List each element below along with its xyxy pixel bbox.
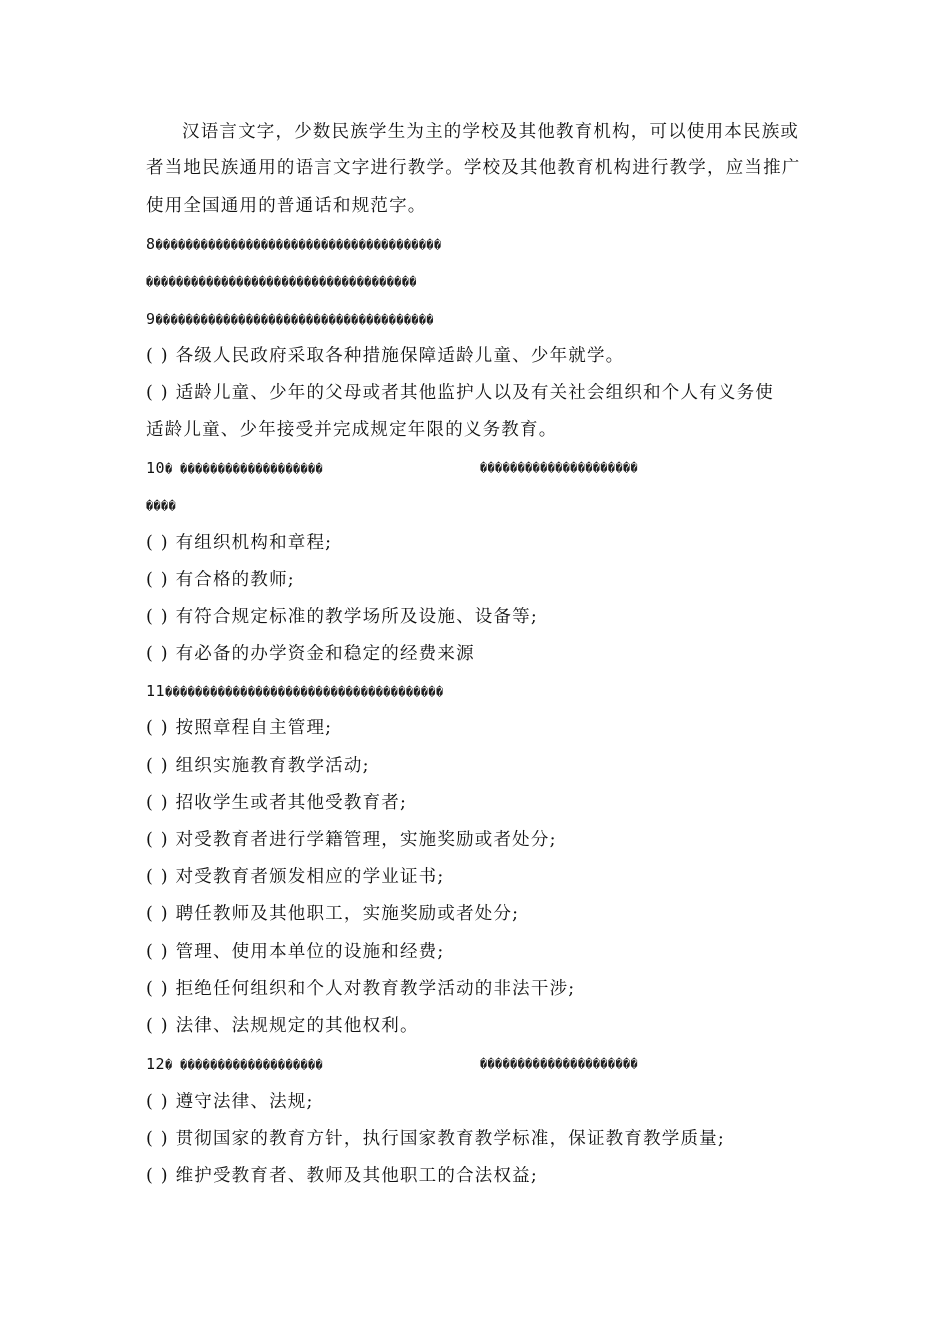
question-11-option-4: ( ) 对受教育者进行学籍管理，实施奖励或者处分; (146, 830, 557, 850)
question-10-text-part-2: ��������������������� (480, 461, 639, 475)
question-10-text-cont: ���� (146, 499, 177, 513)
question-11-option-9: ( ) 法律、法规规定的其他权利。 (146, 1016, 419, 1036)
question-11-line-1 (146, 679, 443, 704)
question-9-option-2-cont: 适龄儿童、少年接受并完成规定年限的义务教育。 (146, 420, 558, 440)
question-11-option-2: ( ) 组织实施教育教学活动; (146, 756, 370, 776)
question-12-line-1 (146, 1052, 846, 1077)
question-12-text-part-2: ��������������������� (480, 1057, 639, 1071)
question-11-text: ������������������������������������� (165, 685, 444, 699)
question-10-number: 10 (146, 459, 166, 477)
question-9-line-1 (146, 307, 434, 332)
question-9-number: 9 (146, 310, 156, 328)
question-12-option-2: ( ) 贯彻国家的教育方针，执行国家教育教学标准，保证教育教学质量; (146, 1129, 725, 1149)
intro-line-2: 者当地民族通用的语言文字进行教学。学校及其他教育机构进行教学，应当推广 (146, 158, 801, 178)
question-11-number: 11 (146, 682, 166, 700)
question-9-option-2: ( ) 适龄儿童、少年的父母或者其他监护人以及有关社会组织和个人有义务使 (146, 383, 774, 403)
question-12-option-3: ( ) 维护受教育者、教师及其他职工的合法权益; (146, 1166, 538, 1186)
question-11-option-1: ( ) 按照章程自主管理; (146, 718, 333, 738)
question-12-text-part-1: � ������������������� (165, 1058, 324, 1072)
question-10-line-1 (146, 456, 846, 481)
question-9-text: ������������������������������������� (155, 313, 434, 327)
question-12-number: 12 (146, 1055, 166, 1073)
question-9-option-1: ( ) 各级人民政府采取各种措施保障适龄儿童、少年就学。 (146, 346, 625, 366)
question-10-option-4: ( ) 有必备的办学资金和稳定的经费来源 (146, 644, 475, 664)
question-10-option-2: ( ) 有合格的教师; (146, 570, 295, 590)
question-12-option-1: ( ) 遵守法律、法规; (146, 1092, 314, 1112)
question-10-text-part-1: � ������������������� (165, 462, 324, 476)
question-8-text: �������������������������������������� (155, 238, 442, 252)
question-8-number: 8 (146, 235, 156, 253)
intro-line-1: 汉语言文字，少数民族学生为主的学校及其他教育机构，可以使用本民族或 (182, 122, 800, 142)
question-11-option-6: ( ) 聘任教师及其他职工，实施奖励或者处分; (146, 904, 520, 924)
intro-line-3: 使用全国通用的普通话和规范字。 (146, 196, 427, 216)
question-11-option-7: ( ) 管理、使用本单位的设施和经费; (146, 942, 445, 962)
question-10-option-3: ( ) 有符合规定标准的教学场所及设施、设备等; (146, 607, 538, 627)
question-10-option-1: ( ) 有组织机构和章程; (146, 533, 333, 553)
question-8-text-cont: ������������������������������������ (146, 275, 417, 289)
question-8-line-1 (146, 232, 441, 257)
question-10-line-2 (146, 493, 176, 518)
question-11-option-5: ( ) 对受教育者颁发相应的学业证书; (146, 867, 445, 887)
question-8-line-2 (146, 269, 417, 294)
question-11-option-3: ( ) 招收学生或者其他受教育者; (146, 793, 408, 813)
question-11-option-8: ( ) 拒绝任何组织和个人对教育教学活动的非法干涉; (146, 979, 576, 999)
